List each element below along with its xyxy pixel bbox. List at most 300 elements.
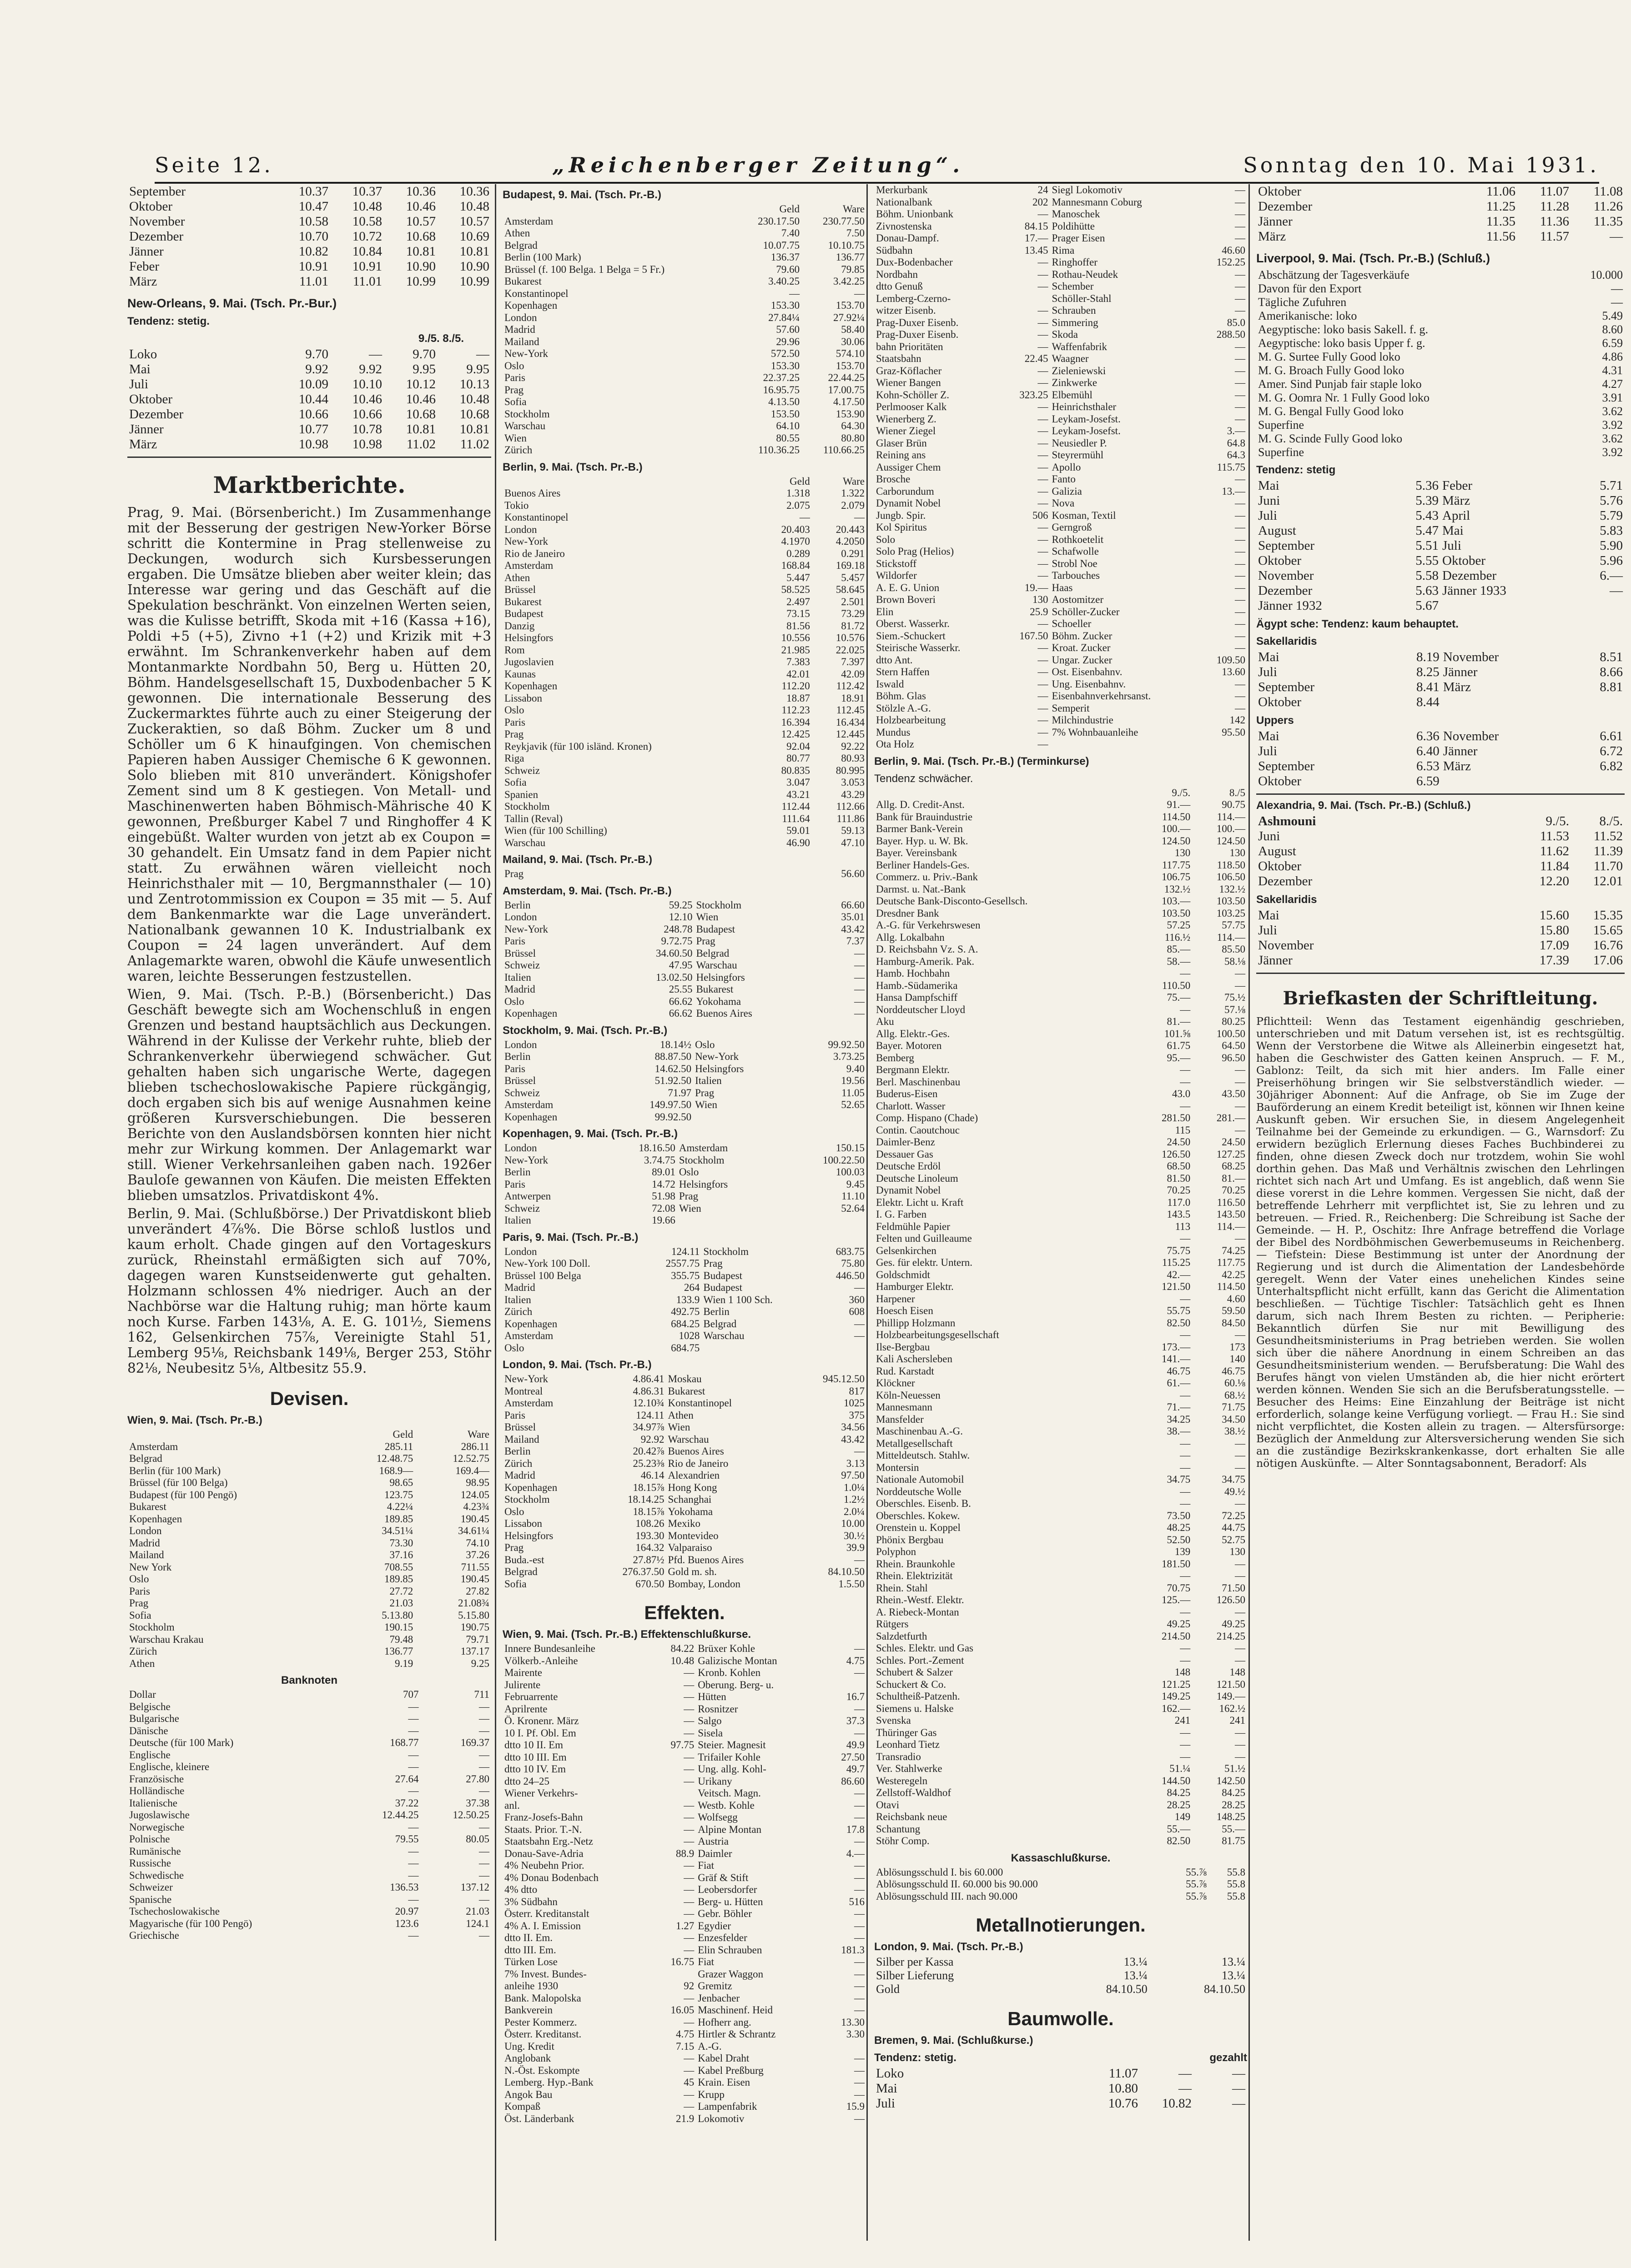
table-cell: 92.04 <box>786 740 810 752</box>
table-cell: Graz-Köflacher <box>876 365 942 376</box>
table-cell: Superfine <box>1258 418 1304 432</box>
table-cell: 61.— <box>1167 1377 1191 1389</box>
table-cell: 4% Neubehn Prior. <box>504 1860 584 1871</box>
table-cell: 39.9 <box>846 1542 865 1553</box>
table-row <box>874 437 1247 450</box>
table-row <box>874 473 1247 486</box>
table-cell: — <box>684 1872 695 1883</box>
table-cell: Donau-Save-Adria <box>504 1847 584 1859</box>
baumwolle-heading: Baumwolle. <box>1007 2008 1114 2029</box>
table-cell: Athen <box>668 1409 694 1421</box>
table-cell: Juli <box>1258 744 1277 758</box>
table-cell: Wiener Bangen <box>876 377 941 388</box>
table-cell: Allg. D. Credit-Anst. <box>876 799 965 810</box>
table-row <box>127 274 491 289</box>
table-row <box>503 300 866 312</box>
table-cell: Berl. Maschinenbau <box>876 1076 961 1088</box>
table-cell: 126.50 <box>1216 1594 1245 1606</box>
table-cell: Mai <box>1442 523 1464 538</box>
table-cell: Reining ans <box>876 449 926 461</box>
table-cell: — <box>1235 968 1245 979</box>
table-cell: 17.8 <box>846 1823 865 1835</box>
table-cell: — <box>1037 268 1048 280</box>
table-cell: Brüxer Kohle <box>698 1643 755 1654</box>
table-cell: — <box>854 971 865 983</box>
uppers-heading: Uppers <box>1256 714 1294 727</box>
table-cell: Belgrad <box>504 1566 538 1577</box>
table-cell: 5.79 <box>1600 508 1623 523</box>
table-cell: Phillipp Holzmann <box>876 1317 956 1329</box>
table-cell: 10.10.75 <box>828 239 865 251</box>
table-cell: 189.85 <box>384 1513 413 1525</box>
table-cell: 58.⅛ <box>1224 955 1245 967</box>
table-row <box>874 353 1247 365</box>
table-cell: 142.50 <box>1216 1775 1245 1786</box>
table-cell: Wien <box>679 1202 701 1214</box>
table-cell: Kaunas <box>504 668 536 680</box>
table-row <box>874 1124 1247 1137</box>
table-cell: — <box>1235 1654 1245 1666</box>
table-row <box>503 1246 866 1258</box>
header-cell: 8./5. <box>1599 814 1623 828</box>
table-cell: Nationale Automobil <box>876 1474 964 1485</box>
table-cell: Stockholm <box>679 1154 725 1166</box>
table-cell: Stockholm <box>696 899 742 911</box>
table-cell: 123.6 <box>395 1917 419 1929</box>
table-cell: 61.75 <box>1167 1040 1191 1051</box>
table-row <box>503 396 866 408</box>
table-cell: Oberst. Wasserkr. <box>876 618 950 629</box>
table-cell: bahn Prioritäten <box>876 341 943 352</box>
table-cell: Manoschek <box>1052 208 1100 220</box>
table-cell: 110.66.25 <box>823 444 865 456</box>
table-cell: 59.01 <box>786 825 810 836</box>
table-cell: Ö. Kronenr. März <box>504 1715 579 1726</box>
table-cell: — <box>1235 341 1245 352</box>
table-cell: 22.37.25 <box>763 372 800 383</box>
table-row <box>503 1542 866 1554</box>
table-cell: Italien <box>504 971 531 983</box>
table-cell: Schuckert & Co. <box>876 1678 946 1690</box>
table-cell: — <box>408 1821 419 1833</box>
table-cell: 149 <box>1174 1811 1191 1822</box>
table-cell: — <box>1037 256 1048 268</box>
table-cell: 9.92 <box>359 362 382 376</box>
table-cell: 79.85 <box>841 263 865 275</box>
table-cell: Leonhard Tietz <box>876 1739 940 1750</box>
table-cell: 132.½ <box>1164 883 1191 895</box>
table-cell: Holländische <box>129 1785 185 1796</box>
table-row <box>503 1282 866 1294</box>
table-cell: Sofia <box>504 1578 527 1590</box>
table-cell: 96.50 <box>1222 1052 1245 1064</box>
table-cell: 10.91 <box>298 259 328 274</box>
table-cell: 100.50 <box>1216 1028 1245 1039</box>
table-cell: Sofia <box>504 777 527 788</box>
table-cell: — <box>479 1857 489 1869</box>
table-row <box>503 2017 866 2029</box>
table-cell: Stöhr Comp. <box>876 1835 930 1847</box>
table-row <box>1256 418 1625 432</box>
table-cell: 10.07.75 <box>763 239 800 251</box>
table-cell: — <box>684 1932 695 1943</box>
table-cell: Rothau-Neudek <box>1052 268 1118 280</box>
new-orleans-heading: New-Orleans, 9. Mai. (Tsch. Pr.-Bur.) <box>127 296 337 310</box>
table-cell: Hofherr ang. <box>698 2016 751 2028</box>
table-cell: 60.⅛ <box>1224 1377 1245 1389</box>
table-row <box>127 1882 491 1894</box>
table-cell: 143.5 <box>1167 1209 1191 1220</box>
table-cell: 137.12 <box>460 1882 489 1893</box>
table-cell: — <box>684 1836 695 1847</box>
table-cell: Oktober <box>1258 859 1302 873</box>
ashmouni-table <box>1256 814 1625 889</box>
table-row <box>503 777 866 789</box>
table-cell: Prag <box>504 728 524 740</box>
table-cell: Bukarest <box>504 596 542 607</box>
table-cell: 114.— <box>1217 931 1245 943</box>
table-cell: — <box>479 1713 489 1724</box>
devisen-table <box>127 1429 491 1670</box>
table-cell: — <box>684 1679 695 1691</box>
table-row <box>127 1821 491 1834</box>
table-row <box>874 1787 1247 1799</box>
table-cell: 153.90 <box>836 408 865 420</box>
table-cell: 10.47 <box>298 199 328 214</box>
table-row <box>503 1166 866 1179</box>
table-row <box>1256 268 1625 282</box>
table-cell: 8.19 <box>1416 650 1440 664</box>
table-cell: Böhm. Zucker <box>1052 630 1113 642</box>
table-row <box>127 1646 491 1658</box>
table-row <box>1256 184 1625 199</box>
table-cell: Sisela <box>698 1727 723 1739</box>
table-cell: New-York <box>504 1154 549 1166</box>
table-cell: 6.36 <box>1416 729 1440 743</box>
table-cell: 110.36.25 <box>758 444 800 456</box>
table-cell: 9.95 <box>466 362 489 376</box>
table-cell: 19.66 <box>652 1214 675 1226</box>
table-cell: Strobl Noe <box>1052 557 1097 569</box>
table-cell: Bukarest <box>504 276 542 287</box>
table-cell: 80.835 <box>781 764 810 776</box>
table-cell: 74.10 <box>466 1537 489 1549</box>
table-row <box>127 407 491 422</box>
table-cell: Mai <box>1258 650 1279 664</box>
table-cell: — <box>684 1944 695 1956</box>
table-row <box>127 392 491 407</box>
table-row <box>874 666 1247 678</box>
paris-heading: Paris, 9. Mai. (Tsch. Pr.-B.) <box>503 1231 639 1244</box>
table-cell: 5.71 <box>1600 478 1623 493</box>
table-cell: Rhein. Braunkohle <box>876 1558 955 1570</box>
table-cell: 817 <box>849 1385 865 1397</box>
table-row <box>503 1075 866 1087</box>
table-cell: 21.03 <box>466 1906 489 1917</box>
table-cell: Konstantinopel <box>504 512 569 523</box>
devisen-subheading: Wien, 9. Mai. (Tsch. Pr.-B.) <box>127 1414 262 1426</box>
table-row <box>127 1918 491 1930</box>
table-cell: Leykam-Josefst. <box>1052 425 1121 437</box>
table-row <box>874 1642 1247 1655</box>
table-cell: Jenbacher <box>698 1992 740 2004</box>
table-cell: 49.9 <box>846 1739 865 1751</box>
table-cell: Davon für den Export <box>1258 282 1362 295</box>
table-cell: 9.19 <box>394 1657 413 1669</box>
table-row <box>874 329 1247 341</box>
table-cell: 106.50 <box>1216 871 1245 883</box>
table-row <box>874 1390 1247 1402</box>
table-cell: Zinkwerke <box>1052 377 1097 388</box>
table-row <box>874 980 1247 992</box>
page-number: Seite 12. <box>155 153 273 177</box>
table-cell: Kopenhagen <box>504 300 558 311</box>
table-cell: — <box>1037 485 1048 497</box>
table-cell: Oktober <box>1442 553 1486 568</box>
table-cell: — <box>408 1701 419 1712</box>
table-cell: Athen <box>129 1657 155 1669</box>
table-cell: 4.75 <box>846 1655 865 1666</box>
table-cell: 10.70 <box>298 229 328 244</box>
table-cell: — <box>854 983 865 995</box>
table-cell: Kopenhagen <box>129 1513 182 1525</box>
table-cell: M. G. Bengal Fully Good loko <box>1258 405 1404 418</box>
table-cell: 111.86 <box>836 813 865 824</box>
table-cell: 9.70 <box>305 347 328 361</box>
table-cell: 18.91 <box>841 692 865 704</box>
table-cell: 73.29 <box>841 608 865 619</box>
amsterdam-heading: Amsterdam, 9. Mai. (Tsch. Pr.-B.) <box>503 884 672 897</box>
table-cell: Transradio <box>876 1751 921 1762</box>
table-cell: 11.36 <box>1540 214 1569 229</box>
table-cell: Stölzle A.-G. <box>876 702 931 714</box>
table-row <box>874 1679 1247 1691</box>
table-cell: 80.93 <box>841 753 865 764</box>
table-cell: Nova <box>1052 497 1075 509</box>
table-cell: 117.75 <box>1217 1257 1245 1268</box>
table-cell: 49.7 <box>846 1763 865 1775</box>
table-row <box>874 1173 1247 1185</box>
table-cell: 13.02.50 <box>655 971 693 983</box>
table-cell: — <box>1232 2066 1245 2081</box>
table-cell: Helsingfors <box>504 632 554 643</box>
table-cell: April <box>1442 508 1470 523</box>
table-row <box>874 1522 1247 1534</box>
table-cell: 43.29 <box>841 788 865 800</box>
table-cell: Haas <box>1052 582 1073 593</box>
table-cell: Paris <box>504 1178 525 1190</box>
table-cell: 118.50 <box>1217 859 1245 871</box>
table-cell: 73.15 <box>786 608 810 619</box>
table-cell: N.-Öst. Eskompte <box>504 2064 580 2076</box>
table-cell: 5.457 <box>841 572 865 583</box>
table-cell: — <box>1235 702 1245 714</box>
table-cell: — <box>1235 232 1245 244</box>
table-cell: 140 <box>1229 1353 1245 1365</box>
table-cell: 130 <box>1032 594 1048 605</box>
table-row <box>1256 583 1625 598</box>
table-row <box>1256 680 1625 695</box>
table-cell: Budapest (für 100 Pengö) <box>129 1489 237 1500</box>
table-cell: 34.60.50 <box>655 947 693 959</box>
table-cell: 4.86 <box>1602 350 1623 363</box>
table-cell: Tarbouches <box>1052 570 1100 581</box>
table-cell: 15.60 <box>1539 908 1569 923</box>
table-cell: — <box>1235 1124 1245 1136</box>
table-cell: 9.45 <box>846 1178 865 1190</box>
table-row <box>503 868 866 880</box>
table-cell: — <box>1180 1606 1191 1618</box>
table-cell: 169.18 <box>836 560 865 571</box>
prague-report: Prag, 9. Mai. (Börsenbericht.) Im Zusammenhange mit der Besserung der gestrigen New-Yorker Börse schritt die Kontermine in Prag stellenweise zu Deckungen, wodurch sich Kursbesserungen ergaben. Die Umsätze blieben aber weiter klein; das Interesse war gering und das Geschäft auf die Spekulation beschränkt. Von einzelnen Werten seien, was die Kulisse betrifft, Skoda mit +16 (Kassa +16), Poldi +5 (+5), Zivno +1 (+2) und Krizik mit +3 erwähnt. Im Schrankenverkehr haben auf dem Montanmarkte Nordbahn 50, Berg u. Hütten 20, Böhm. Handelsgesellschaft 15, Duxbodenbacher 5 K gewonnen. Die internationale Besserung des Zuckermarktes führte auch zu einer Steigerung der Zuckeraktien, so daß Böhm. Zucker um 8 und Schöller um 6 K hinaufgingen. Von chemischen Papieren haben Aussiger Chemische 6 K gewonnen. Solo blieben mit 810 unverändert. Königshofer Zement sind um 8 K gestiegen. Von Metall- und Maschinenwerten haben Böhmisch-Mährische 40 K gewonnen, Preßburger Kabel 7 und Ringhoffer 4 K eingebüßt. Walter wurden von jetzt ab ex Coupon = 30 gehandelt. Ein Umsatz fand in dem Papier nicht statt. Zu erwähnen wären vielleicht noch Heinrichsthaler mit — 10, Bergmannsthaler (— 10) und Zentrotommission ex Coupon = 35 mit — 5. Auf dem Bankenmarkte war die Lage unverändert. Nationalbank gewannen 10 K. Industrialbank ex Coupon = 24 lagen unverändert. Auf dem Anlagemarkte waren, obwohl die Käufe unwesentlich waren, leichte Besserungen festzustellen. <box>127 505 491 984</box>
table-row <box>874 943 1247 956</box>
table-cell: Mai <box>876 2081 897 2096</box>
table-cell: 37.38 <box>466 1797 489 1809</box>
table-row <box>874 690 1247 702</box>
table-cell: — <box>854 1727 865 1739</box>
table-row <box>874 1739 1247 1751</box>
table-cell: August <box>1258 523 1296 538</box>
table-cell: 49.½ <box>1224 1485 1245 1497</box>
table-cell: Wien <box>696 911 719 923</box>
table-cell: Aussiger Chem <box>876 461 941 473</box>
table-cell: Carborundum <box>876 485 934 497</box>
table-cell: Galizische Montan <box>698 1655 777 1666</box>
table-cell: — <box>1180 1064 1191 1075</box>
table-cell: Gold m. sh. <box>668 1566 717 1577</box>
table-row <box>503 251 866 264</box>
table-cell: Schubert & Salzer <box>876 1666 953 1678</box>
table-cell: 16.05 <box>670 2004 695 2016</box>
table-cell: Hansa Dampfschiff <box>876 992 958 1003</box>
table-cell: 112.45 <box>836 704 865 716</box>
table-cell: — <box>1037 690 1048 702</box>
table-cell: 136.77 <box>836 251 865 263</box>
table-cell: 10.48 <box>670 1655 695 1666</box>
table-cell: — <box>1232 2081 1245 2096</box>
table-cell: — <box>479 1701 489 1712</box>
table-cell: 130 <box>1229 847 1245 858</box>
table-cell: 149.97.50 <box>649 1099 692 1110</box>
table-cell: 88.9 <box>675 1847 695 1859</box>
table-row <box>874 1715 1247 1727</box>
table-cell: Wildorfer <box>876 570 917 581</box>
table-cell: 608 <box>849 1306 865 1317</box>
table-cell: 34.51¼ <box>382 1525 413 1536</box>
table-row <box>127 1701 491 1713</box>
table-row <box>874 1401 1247 1414</box>
table-row <box>127 437 491 452</box>
table-cell: 64.8 <box>1227 437 1245 449</box>
table-cell: 181.50 <box>1162 1558 1191 1570</box>
table-cell: Jänner <box>1258 953 1293 968</box>
table-cell: — <box>408 1845 419 1857</box>
table-cell: 12.20 <box>1539 874 1569 888</box>
table-row <box>503 1008 866 1020</box>
table-row <box>874 630 1247 642</box>
table-cell: — <box>1235 594 1245 605</box>
table-cell: — <box>408 1893 419 1905</box>
table-row <box>503 408 866 421</box>
table-cell: 80.25 <box>1222 1016 1245 1027</box>
table-cell: Egydier <box>698 1920 731 1932</box>
table-row <box>874 1293 1247 1305</box>
table-cell: Schles. Elektr. und Gas <box>876 1642 973 1654</box>
table-cell: Rhein.-Westf. Elektr. <box>876 1594 964 1606</box>
table-row <box>874 1594 1247 1606</box>
table-cell: 6.61 <box>1600 729 1623 743</box>
table-cell: Goldschmidt <box>876 1269 930 1280</box>
table-cell: — <box>1235 184 1245 196</box>
table-cell: Stockholm <box>504 801 550 812</box>
table-cell: 42.09 <box>841 668 865 680</box>
table-cell: Aprilrente <box>504 1703 548 1715</box>
table-cell: — <box>1235 630 1245 642</box>
table-cell: Salzdetfurth <box>876 1630 927 1642</box>
table-row <box>503 348 866 360</box>
table-row <box>874 2081 1247 2096</box>
table-cell: Oberschles. Kokew. <box>876 1510 960 1521</box>
table-cell: 84.10.50 <box>1106 1982 1148 1996</box>
table-cell: 10.76 <box>1108 2096 1138 2111</box>
table-cell: Prag-Duxer Eisenb. <box>876 329 959 340</box>
table-cell: — <box>1235 1726 1245 1738</box>
table-cell: Hütten <box>698 1691 726 1702</box>
table-cell: 169.37 <box>460 1737 489 1748</box>
table-cell: 10.57 <box>406 214 436 229</box>
table-cell: 66.62 <box>669 1008 693 1019</box>
table-row <box>503 276 866 288</box>
table-cell: 10.90 <box>406 259 436 274</box>
table-cell: 13.¼ <box>1123 1955 1148 1968</box>
table-cell: 136.53 <box>390 1882 419 1893</box>
table-cell: Glaser Brün <box>876 437 927 449</box>
table-cell: — <box>1037 425 1048 437</box>
table-cell: 149.— <box>1216 1691 1245 1702</box>
table-cell: — <box>1235 533 1245 545</box>
table-cell: Feldmühle Papier <box>876 1220 950 1232</box>
table-row <box>127 1621 491 1634</box>
table-cell: Madrid <box>504 983 535 995</box>
table-cell: 9.72.75 <box>661 935 693 947</box>
table-cell: 506 <box>1032 509 1048 521</box>
table-row <box>1256 729 1625 744</box>
table-row <box>503 2028 866 2041</box>
table-cell: — <box>1037 546 1048 557</box>
table-cell: — <box>1235 678 1245 690</box>
table-cell: — <box>1235 413 1245 425</box>
table-row <box>127 1833 491 1846</box>
table-row <box>503 741 866 753</box>
table-row <box>874 570 1247 582</box>
table-cell: 10.58 <box>298 214 328 229</box>
table-row <box>127 1586 491 1598</box>
table-cell: 27.87½ <box>633 1554 664 1566</box>
table-cell: Prag <box>504 384 524 396</box>
table-cell: — <box>1037 714 1048 726</box>
table-cell: — <box>1037 365 1048 376</box>
table-row <box>503 512 866 524</box>
table-cell: 11.35 <box>1593 214 1623 229</box>
table-cell: 2.0¼ <box>844 1505 865 1517</box>
table-cell: 59.13 <box>841 825 865 836</box>
table-cell: Ung. allg. Kohl- <box>698 1763 766 1775</box>
table-cell: — <box>408 1857 419 1869</box>
table-cell: Abschätzung der Tagesverkäufe <box>1258 268 1410 281</box>
table-cell: Budapest <box>504 608 544 619</box>
table-row <box>127 1634 491 1646</box>
table-row <box>503 1554 866 1566</box>
